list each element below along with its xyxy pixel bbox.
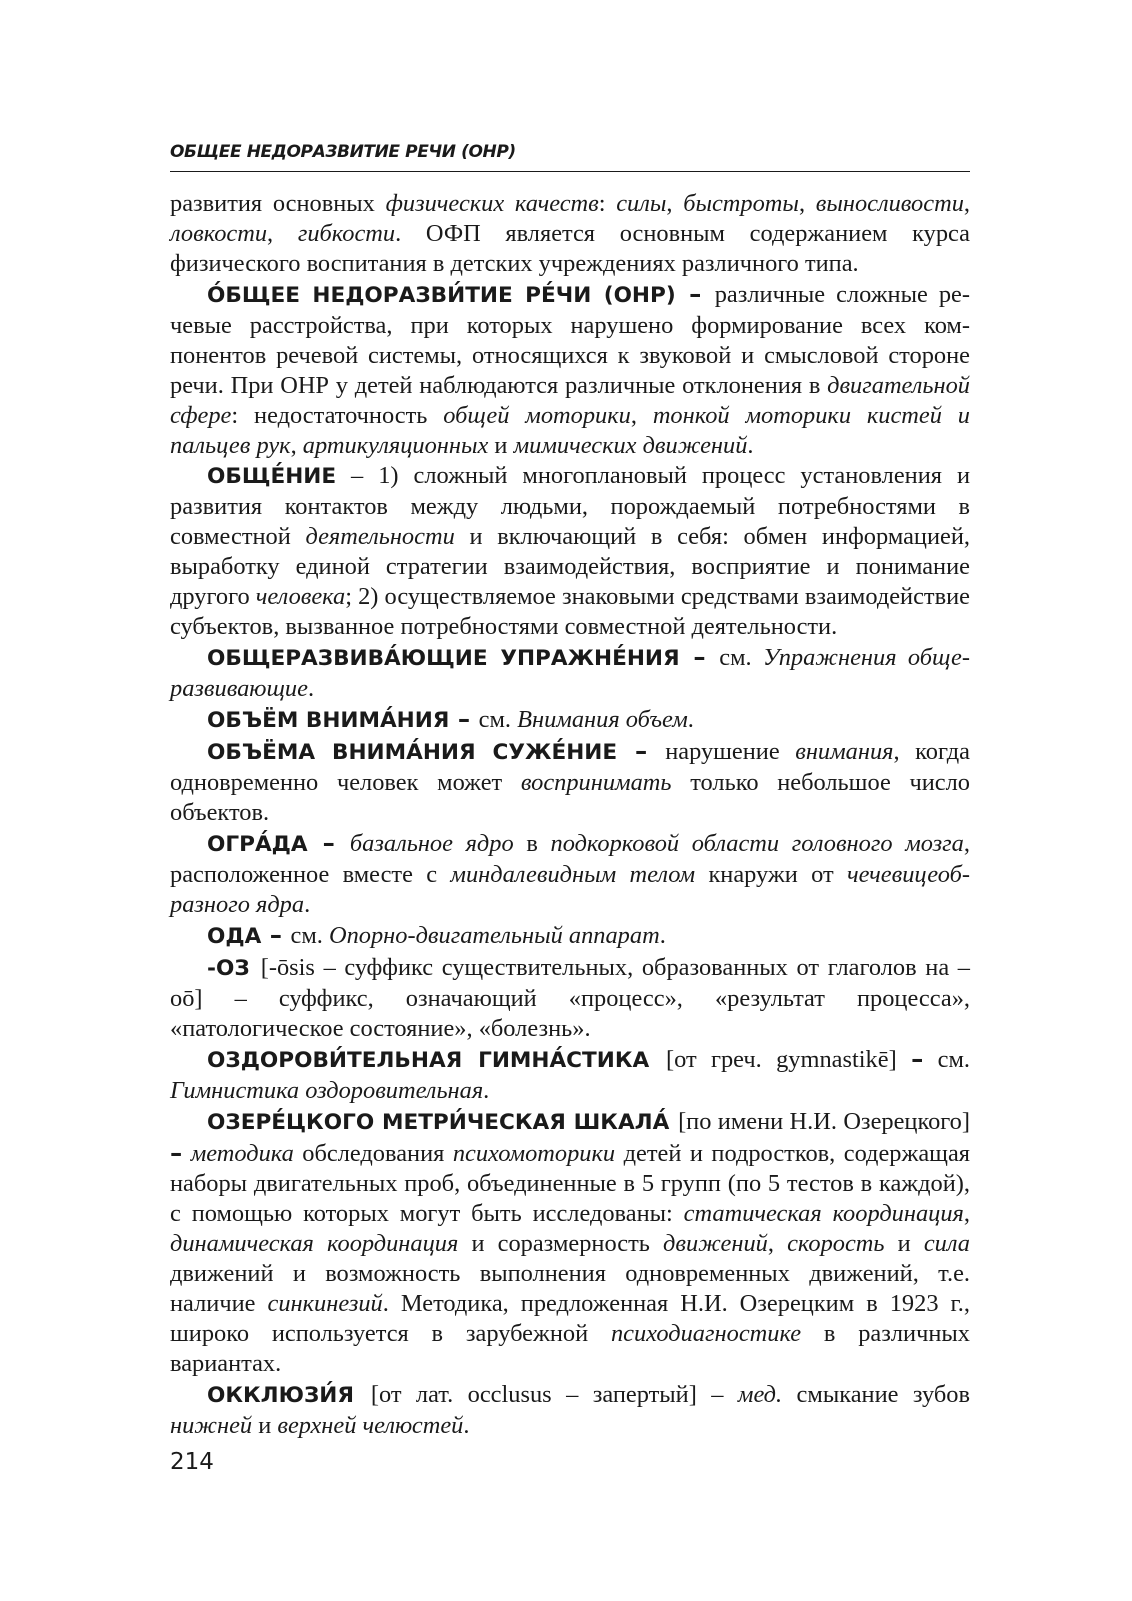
- definition-text: в различных вариантах.: [170, 1320, 970, 1377]
- definition-text: и включающий в себя: обмен информацией, выработку единой стратегии взаимодействия, восприятие и понимание другого: [170, 523, 970, 610]
- definition-text: –: [911, 1044, 924, 1073]
- italic-term: психодиагностике: [610, 1320, 802, 1347]
- definition-text: [-ōsis – суффикс существительных, образованных от глаголов на –oō] – суффикс, означающий «процесс», «результат процесса», «патологическое состояние», «болезнь».: [170, 954, 970, 1042]
- italic-term: деятельности: [305, 523, 455, 550]
- italic-term: гибкости: [297, 220, 396, 247]
- dictionary-entry: [170, 461, 970, 642]
- definition-text: детей и подростков, содержащая наборы двигательных проб, объединенные в 5 групп (по 5 тестов в каждой), с помощью которых могут быть исследованы:: [170, 1140, 970, 1227]
- italic-term: скорость: [787, 1230, 885, 1257]
- entry-dash: –: [261, 920, 291, 949]
- definition-text: смыкание зубов: [782, 1381, 971, 1408]
- dictionary-entry: [170, 642, 970, 704]
- italic-term: Упражнения общеразвивающие: [170, 644, 970, 702]
- definition-text: [от лат. occlusus – запертый] –: [370, 1381, 738, 1408]
- italic-term: психомоторики: [452, 1140, 616, 1167]
- entry-dash: –: [679, 642, 720, 671]
- italic-term: Гимнистика оздоровительная: [170, 1077, 484, 1104]
- definition-text: : недостаточность: [231, 402, 444, 429]
- definition-text: , когда одновременно человек может: [170, 738, 970, 796]
- definition-text: .: [307, 675, 315, 702]
- italic-term: Опорно-двигательный аппарат: [328, 922, 660, 949]
- italic-term: силы: [616, 190, 667, 217]
- entry-dash: –: [675, 279, 715, 308]
- italic-term: методика: [190, 1140, 294, 1167]
- definition-text: ,: [630, 402, 653, 429]
- italic-term: нижней: [170, 1412, 253, 1439]
- entry-headword: О́БЩЕЕ НЕДОРАЗВИ́ТИЕ РЕ́ЧИ (ОНР): [207, 283, 676, 308]
- definition-text: нарушение: [665, 738, 796, 765]
- definition-text: ,: [963, 190, 970, 217]
- dictionary-entry: [170, 704, 970, 736]
- entry-dash: –: [449, 704, 479, 733]
- entry-dash: –: [336, 462, 379, 489]
- italic-term: Внимания объем: [517, 706, 688, 733]
- definition-text: ; 2) осуществляемое знаковыми средствами взаимодействие субъектов, вызванное потребностями совместной деятельности.: [170, 583, 970, 640]
- entry-headword: ОККЛЮЗИ́Я: [207, 1383, 354, 1408]
- definition-text: и соразмерность: [458, 1230, 664, 1257]
- entry-dash: –: [307, 828, 350, 857]
- definition-text: .: [304, 891, 311, 918]
- definition-text: .: [747, 432, 754, 459]
- italic-term: внимания: [795, 738, 894, 765]
- dictionary-entry: [170, 736, 970, 828]
- definition-text: ,: [267, 220, 298, 247]
- italic-term: подкорковой области головного мозга: [550, 830, 964, 857]
- definition-text: ,: [963, 1200, 970, 1227]
- definition-text: .: [687, 706, 694, 733]
- italic-term: сила: [923, 1230, 970, 1257]
- definition-text: и: [488, 432, 514, 459]
- running-head: ОБЩЕЕ НЕДОРАЗВИТИЕ РЕЧИ (ОНР): [170, 142, 516, 162]
- definition-text: и: [884, 1230, 924, 1257]
- definition-text: .: [483, 1077, 490, 1104]
- dictionary-entry: [170, 920, 970, 952]
- definition-text: , расположенное вместе с: [170, 830, 970, 888]
- italic-term: миндалевидным телом: [450, 861, 696, 888]
- definition-text: ,: [290, 432, 303, 459]
- definition-text: [по имени Н.И. Озерецкого]: [678, 1108, 970, 1135]
- italic-term: движений: [663, 1230, 768, 1257]
- definition-text: . Методика, предложенная Н.И. Озерецким в 1923 г., широко используется в зарубежной: [170, 1290, 970, 1347]
- dictionary-entry: [170, 1044, 970, 1106]
- entry-dash: [250, 952, 261, 981]
- italic-term: мимических движений: [513, 432, 748, 459]
- entry-headword: ОБЪЁМА ВНИМА́НИЯ СУЖЕ́НИЕ: [207, 740, 618, 765]
- dictionary-page: [170, 0, 970, 1601]
- italic-term: двигательной сфере: [170, 372, 970, 429]
- italic-term: чечевицеобразного ядра: [170, 861, 970, 918]
- entry-headword: ОГРА́ДА: [207, 832, 308, 857]
- definition-text: только небольшое число объектов.: [170, 769, 970, 826]
- definition-text: кнаружи от: [695, 861, 848, 888]
- entry-dash: [649, 1044, 666, 1073]
- definition-text: ,: [666, 190, 684, 217]
- entry-headword: ОБЪЁМ ВНИМА́НИЯ: [207, 708, 450, 733]
- italic-term: верхней челюстей: [277, 1412, 464, 1439]
- entry-dash: [354, 1379, 371, 1408]
- definition-text: развития основных: [170, 190, 386, 217]
- italic-term: воспринимать: [520, 769, 672, 796]
- dictionary-entry: [170, 828, 970, 920]
- dictionary-entry: [170, 189, 970, 279]
- italic-term: тонкой моторики кистей и пальцев рук: [170, 402, 970, 459]
- entry-dash: [669, 1106, 678, 1135]
- italic-term: выносливости: [815, 190, 964, 217]
- definition-text: см.: [923, 1046, 970, 1073]
- italic-term: мед.: [737, 1381, 783, 1408]
- entry-headword: ОБЩЕ́НИЕ: [207, 464, 337, 489]
- definition-text: и: [252, 1412, 278, 1439]
- definition-text: 1) сложный многоплановый процесс установления и развития контактов между людьми, порождаемый потребностями в совместной: [170, 462, 971, 550]
- italic-term: ловкости: [170, 220, 268, 247]
- italic-term: общей моторики: [443, 402, 631, 429]
- italic-term: синкинезий: [267, 1290, 383, 1317]
- italic-term: физических качеств: [385, 190, 599, 217]
- italic-term: динамическая координация: [170, 1230, 459, 1257]
- italic-term: быстроты: [683, 190, 799, 217]
- definition-text: движений и возможность выполнения одновременных движений, т.е. наличие: [170, 1260, 970, 1317]
- italic-term: артикуляционных: [302, 432, 489, 459]
- definition-text: .: [463, 1412, 470, 1439]
- definition-text: в: [513, 830, 551, 857]
- entry-headword: ОБЩЕРАЗВИВА́ЮЩИЕ УПРАЖНЕ́НИЯ: [207, 646, 680, 671]
- definition-text: см.: [290, 922, 329, 949]
- entry-headword: ОЗЕРЕ́ЦКОГО МЕТРИ́ЧЕСКАЯ ШКАЛА́: [207, 1110, 670, 1135]
- entry-headword: ОЗДОРОВИ́ТЕЛЬНАЯ ГИМНА́СТИКА: [207, 1048, 650, 1073]
- definition-text: см.: [719, 644, 763, 671]
- definition-text: см.: [478, 706, 518, 733]
- italic-term: человека: [255, 583, 346, 610]
- definition-text: [от греч. gymnastikē]: [665, 1046, 912, 1073]
- definition-text: .: [659, 922, 666, 949]
- entry-dash: –: [617, 736, 666, 765]
- dictionary-entry: [170, 952, 970, 1044]
- entry-headword: -ОЗ: [207, 956, 250, 981]
- definition-text: ,: [767, 1230, 788, 1257]
- italic-term: базальное ядро: [349, 830, 514, 857]
- definition-text: . ОФП является основным содержанием курса физического воспитания в детских учреждениях различного типа.: [170, 220, 970, 277]
- definition-text: обследования: [293, 1140, 453, 1167]
- page-number: 214: [170, 1449, 214, 1475]
- header-rule: [170, 171, 970, 172]
- entry-headword: ОДА: [207, 924, 262, 949]
- dictionary-entry: [170, 1379, 970, 1441]
- dictionary-entry: [170, 279, 970, 461]
- definition-text: различные сложные речевые расстройства, при которых нарушено формирование всех компонентов речевой системы, относящихся к звуковой и смысловой стороне речи. При ОНР у детей наблюдаются различные отклонения в: [170, 281, 970, 399]
- dictionary-entry: [170, 1106, 970, 1379]
- definition-text: :: [598, 190, 617, 217]
- dictionary-entries: [170, 189, 970, 1441]
- definition-text: [182, 1140, 191, 1167]
- definition-text: –: [170, 1138, 183, 1167]
- italic-term: статическая координация: [683, 1200, 964, 1227]
- definition-text: ,: [798, 190, 816, 217]
